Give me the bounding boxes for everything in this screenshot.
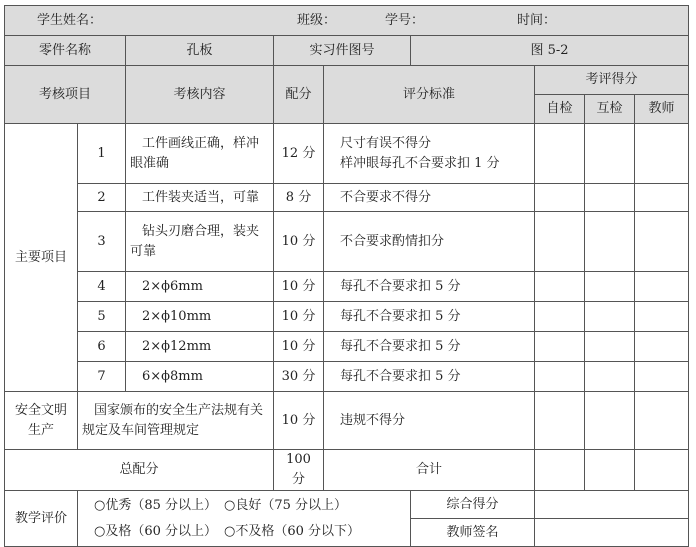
self-check-cell[interactable] <box>535 272 585 302</box>
item-points: 30 分 <box>274 362 324 392</box>
item-number: 5 <box>78 302 126 332</box>
total-row <box>5 450 689 491</box>
overall-score-value[interactable] <box>535 491 689 519</box>
peer-check-cell[interactable] <box>585 272 635 302</box>
part-name-value: 孔板 <box>126 36 274 66</box>
option-pass[interactable]: ○及格（60 分以上） <box>94 523 218 539</box>
self-check-cell[interactable] <box>535 302 585 332</box>
class-label: 班级： <box>297 12 337 28</box>
column-self-check: 自检 <box>535 95 585 124</box>
item-content: 工件装夹适当，可靠 <box>126 184 274 212</box>
item-standard: 每孔不合要求扣 5 分 <box>324 302 535 332</box>
option-excellent[interactable]: ○优秀（85 分以上） <box>94 497 218 513</box>
part-name-label: 零件名称 <box>5 36 126 66</box>
column-item: 考核项目 <box>5 66 126 124</box>
peer-check-cell[interactable] <box>585 362 635 392</box>
evaluation-label: 教学评价 <box>5 491 78 547</box>
column-peer-check: 互检 <box>585 95 635 124</box>
item-content: 工件画线正确，样冲眼准确 <box>126 124 274 184</box>
drawing-number-value: 图 5-2 <box>411 36 689 66</box>
sum-label: 合计 <box>324 450 535 491</box>
item-content: 2×ϕ10mm <box>126 302 274 332</box>
table-row <box>5 212 689 272</box>
total-points-value: 100 分 <box>274 450 324 491</box>
item-standard: 尺寸有误不得分 样冲眼每孔不合要求扣 1 分 <box>324 124 535 184</box>
main-items-label: 主要项目 <box>5 124 78 392</box>
item-points: 10 分 <box>274 272 324 302</box>
table-row <box>5 124 689 184</box>
peer-check-cell[interactable] <box>585 302 635 332</box>
item-points: 8 分 <box>274 184 324 212</box>
assessment-table <box>4 5 689 547</box>
student-info-row <box>5 6 689 36</box>
item-points: 12 分 <box>274 124 324 184</box>
item-number: 4 <box>78 272 126 302</box>
self-check-total[interactable] <box>535 450 585 491</box>
safety-row <box>5 392 689 450</box>
safety-points: 10 分 <box>274 392 324 450</box>
self-check-cell[interactable] <box>535 332 585 362</box>
teacher-sign-value[interactable] <box>535 519 689 547</box>
teacher-score-cell[interactable] <box>635 272 689 302</box>
table-row <box>5 362 689 392</box>
teacher-score-cell[interactable] <box>635 302 689 332</box>
self-check-cell[interactable] <box>535 212 585 272</box>
peer-check-cell[interactable] <box>585 184 635 212</box>
item-content: 6×ϕ8mm <box>126 362 274 392</box>
column-standard: 评分标准 <box>324 66 535 124</box>
item-number: 6 <box>78 332 126 362</box>
overall-score-label: 综合得分 <box>411 491 535 519</box>
item-standard: 每孔不合要求扣 5 分 <box>324 362 535 392</box>
item-number: 3 <box>78 212 126 272</box>
item-number: 2 <box>78 184 126 212</box>
student-id-label: 学号： <box>385 12 425 28</box>
item-content: 2×ϕ12mm <box>126 332 274 362</box>
item-content: 钻头刃磨合理，装夹可靠 <box>126 212 274 272</box>
table-row <box>5 302 689 332</box>
item-points: 10 分 <box>274 212 324 272</box>
column-header-row <box>5 66 689 95</box>
item-number: 7 <box>78 362 126 392</box>
total-points-label: 总配分 <box>5 450 274 491</box>
safety-standard: 违规不得分 <box>324 392 535 450</box>
item-number: 1 <box>78 124 126 184</box>
column-content: 考核内容 <box>126 66 274 124</box>
item-standard: 每孔不合要求扣 5 分 <box>324 272 535 302</box>
item-points: 10 分 <box>274 332 324 362</box>
evaluation-row <box>5 491 689 519</box>
column-teacher: 教师 <box>635 95 689 124</box>
teacher-score-cell[interactable] <box>635 332 689 362</box>
item-standard: 不合要求不得分 <box>324 184 535 212</box>
teacher-score-cell[interactable] <box>635 362 689 392</box>
peer-check-cell[interactable] <box>585 392 635 450</box>
item-content: 2×ϕ6mm <box>126 272 274 302</box>
student-info-cell <box>5 6 689 36</box>
peer-check-cell[interactable] <box>585 124 635 184</box>
teacher-sign-label: 教师签名 <box>411 519 535 547</box>
option-good[interactable]: ○良好（75 分以上） <box>224 497 348 513</box>
self-check-cell[interactable] <box>535 124 585 184</box>
drawing-number-label: 实习件图号 <box>274 36 411 66</box>
teacher-score-cell[interactable] <box>635 212 689 272</box>
safety-label: 安全文明生产 <box>5 392 78 450</box>
peer-check-cell[interactable] <box>585 332 635 362</box>
teacher-score-cell[interactable] <box>635 124 689 184</box>
part-info-row <box>5 36 689 66</box>
self-check-cell[interactable] <box>535 362 585 392</box>
time-label: 时间： <box>517 12 557 28</box>
item-points: 10 分 <box>274 302 324 332</box>
column-points: 配分 <box>274 66 324 124</box>
table-row <box>5 184 689 212</box>
item-standard: 不合要求酌情扣分 <box>324 212 535 272</box>
safety-content: 国家颁布的安全生产法规有关规定及车间管理规定 <box>78 392 274 450</box>
table-row <box>5 272 689 302</box>
peer-check-cell[interactable] <box>585 212 635 272</box>
item-standard: 每孔不合要求扣 5 分 <box>324 332 535 362</box>
teacher-score-cell[interactable] <box>635 392 689 450</box>
table-row <box>5 332 689 362</box>
teacher-score-cell[interactable] <box>635 184 689 212</box>
student-name-label: 学生姓名： <box>37 12 103 28</box>
self-check-cell[interactable] <box>535 184 585 212</box>
self-check-cell[interactable] <box>535 392 585 450</box>
evaluation-options <box>78 491 411 547</box>
peer-check-total[interactable] <box>585 450 635 491</box>
option-fail[interactable]: ○不及格（60 分以下） <box>224 523 361 539</box>
teacher-total[interactable] <box>635 450 689 491</box>
column-score: 考评得分 <box>535 66 689 95</box>
